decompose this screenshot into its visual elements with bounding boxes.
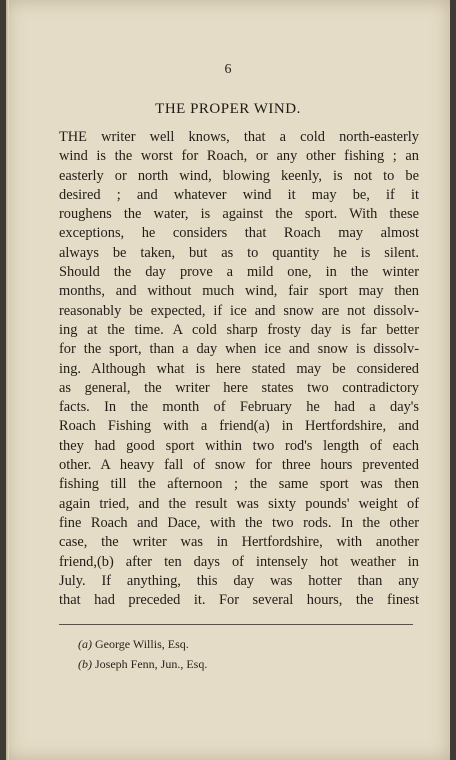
text-line: Roach Fishing with a friend(a) in Hertfordshire, and (59, 418, 419, 435)
text-line: case, the writer was in Hertfordshire, with another (59, 534, 419, 551)
footnote-text: Joseph Fenn, Jun., Esq. (95, 657, 208, 671)
footnote-item (78, 634, 207, 654)
text-line: friend,(b) after ten days of intensely hot weather in (59, 553, 419, 570)
body-text (59, 128, 419, 610)
footnote-text: George Willis, Esq. (95, 637, 189, 651)
text-line: as general, the writer here states two contradictory (59, 379, 419, 396)
text-line: exceptions, he considers that Roach may almost (59, 225, 419, 242)
text-line: they had good sport within two rod's length of each (59, 437, 419, 454)
footnote-divider (59, 624, 413, 625)
text-line: roughens the water, is against the sport. With these (59, 206, 419, 223)
page-number: 6 (224, 62, 232, 77)
footnote-mark: (b) (78, 657, 92, 671)
text-line: fine Roach and Dace, with the two rods. In the other (59, 514, 419, 531)
text-line: July. If anything, this day was hotter than any (59, 572, 419, 589)
text-line: easterly or north wind, blowing keenly, is not to be (59, 167, 419, 184)
text-line: for the sport, than a day when ice and snow is dissolv- (59, 341, 419, 358)
text-line: Should the day prove a mild one, in the winter (59, 264, 419, 281)
footnote-mark: (a) (78, 637, 92, 651)
text-line: reasonably be expected, if ice and snow are not dissolv- (59, 302, 419, 319)
text-line: that had preceded it. For several hours, the finest (59, 592, 419, 609)
footnote-item (78, 654, 207, 674)
text-line: ing. Although what is here stated may be considered (59, 360, 419, 377)
text-line: other. A heavy fall of snow for three hours prevented (59, 457, 419, 474)
text-line: wind is the worst for Roach, or any other fishing ; an (59, 148, 419, 165)
chapter-title: THE PROPER WIND. (155, 101, 301, 117)
text-line: desired ; and whatever wind it may be, if it (59, 186, 419, 203)
text-line: ing at the time. A cold sharp frosty day is far better (59, 321, 419, 338)
text-line: months, and without much wind, fair sport may then (59, 283, 419, 300)
footnotes (78, 634, 207, 674)
text-line: again tried, and the result was sixty pounds' weight of (59, 495, 419, 512)
text-line: THE writer well knows, that a cold north-easterly (59, 129, 419, 145)
text-line: fishing till the afternoon ; the same sport was then (59, 476, 419, 493)
book-page (6, 0, 450, 760)
text-line: facts. In the month of February he had a day's (59, 399, 419, 416)
text-line: always be taken, but as to quantity he is silent. (59, 244, 419, 261)
